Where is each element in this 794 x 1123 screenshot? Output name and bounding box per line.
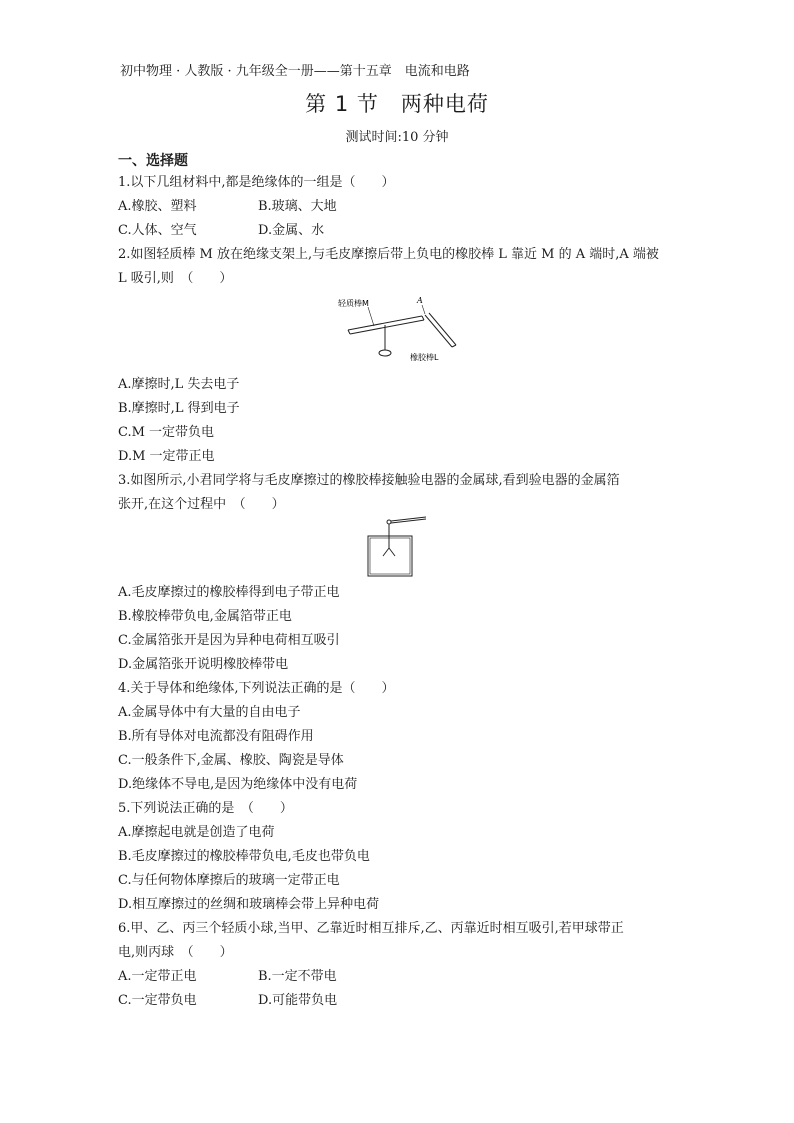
- q4-option-b: B.所有导体对电流都没有阻碍作用: [118, 729, 314, 744]
- q4-stem: 4.关于导体和绝缘体,下列说法正确的是（ ）: [118, 681, 395, 696]
- chapter-header: 初中物理 · 人教版 · 九年级全一册——第十五章 电流和电路: [120, 64, 470, 79]
- q5-option-a: A.摩擦起电就是创造了电荷: [118, 825, 275, 840]
- q1-stem: 1.以下几组材料中,都是绝缘体的一组是（ ）: [118, 175, 395, 190]
- q6-option-c: C.一定带负电: [118, 993, 197, 1008]
- q4-option-c: C.一般条件下,金属、橡胶、陶瓷是导体: [118, 753, 344, 768]
- q3-option-d: D.金属箔张开说明橡胶棒带电: [118, 657, 289, 672]
- q2-stem-line1: 2.如图轻质棒 M 放在绝缘支架上,与毛皮摩擦后带上负电的橡胶棒 L 靠近 M 的 A 端时,A 端被: [118, 247, 659, 262]
- q5-option-d: D.相互摩擦过的丝绸和玻璃棒会带上异种电荷: [118, 897, 380, 912]
- q5-stem: 5.下列说法正确的是 （ ）: [118, 801, 293, 816]
- q1-option-a: A.橡胶、塑料: [118, 199, 197, 214]
- q6-option-b: B.一定不带电: [258, 969, 337, 984]
- q2-option-a: A.摩擦时,L 失去电子: [118, 377, 240, 392]
- label-rubber-rod-l: 橡胶棒L: [410, 353, 439, 362]
- q2-stem-line2: L 吸引,则 （ ）: [118, 271, 233, 286]
- q6-option-a: A.一定带正电: [118, 969, 197, 984]
- q2-option-b: B.摩擦时,L 得到电子: [118, 401, 240, 416]
- q3-stem-line1: 3.如图所示,小君同学将与毛皮摩擦过的橡胶棒接触验电器的金属球,看到验电器的金属箔: [118, 473, 620, 488]
- q1-option-b: B.玻璃、大地: [258, 199, 337, 214]
- test-time: 测试时间:10 分钟: [345, 130, 449, 145]
- q5-option-b: B.毛皮摩擦过的橡胶棒带负电,毛皮也带负电: [118, 849, 370, 864]
- q2-option-d: D.M 一定带正电: [118, 449, 215, 464]
- q4-option-d: D.绝缘体不导电,是因为绝缘体中没有电荷: [118, 777, 358, 792]
- q2-figure-rod-diagram: [330, 292, 480, 368]
- label-light-rod-m: 轻质棒M: [338, 299, 369, 308]
- q6-stem-line2: 电,则丙球 （ ）: [118, 945, 233, 960]
- q2-option-c: C.M 一定带负电: [118, 425, 215, 440]
- q3-figure-electroscope: [364, 514, 430, 580]
- page-title: 第 1 节 两种电荷: [305, 92, 489, 116]
- q1-option-d: D.金属、水: [258, 223, 325, 238]
- q3-option-c: C.金属箔张开是因为异种电荷相互吸引: [118, 633, 340, 648]
- q3-option-a: A.毛皮摩擦过的橡胶棒得到电子带正电: [118, 585, 340, 600]
- label-end-a: A: [417, 296, 423, 305]
- q4-option-a: A.金属导体中有大量的自由电子: [118, 705, 301, 720]
- q5-option-c: C.与任何物体摩擦后的玻璃一定带正电: [118, 873, 340, 888]
- q6-option-d: D.可能带负电: [258, 993, 338, 1008]
- q3-stem-line2: 张开,在这个过程中 （ ）: [118, 497, 285, 512]
- q6-stem-line1: 6.甲、乙、丙三个轻质小球,当甲、乙靠近时相互排斥,乙、丙靠近时相互吸引,若甲球带正: [118, 921, 624, 936]
- section-heading: 一、选择题: [118, 153, 188, 169]
- q3-option-b: B.橡胶棒带负电,金属箔带正电: [118, 609, 292, 624]
- q1-option-c: C.人体、空气: [118, 223, 197, 238]
